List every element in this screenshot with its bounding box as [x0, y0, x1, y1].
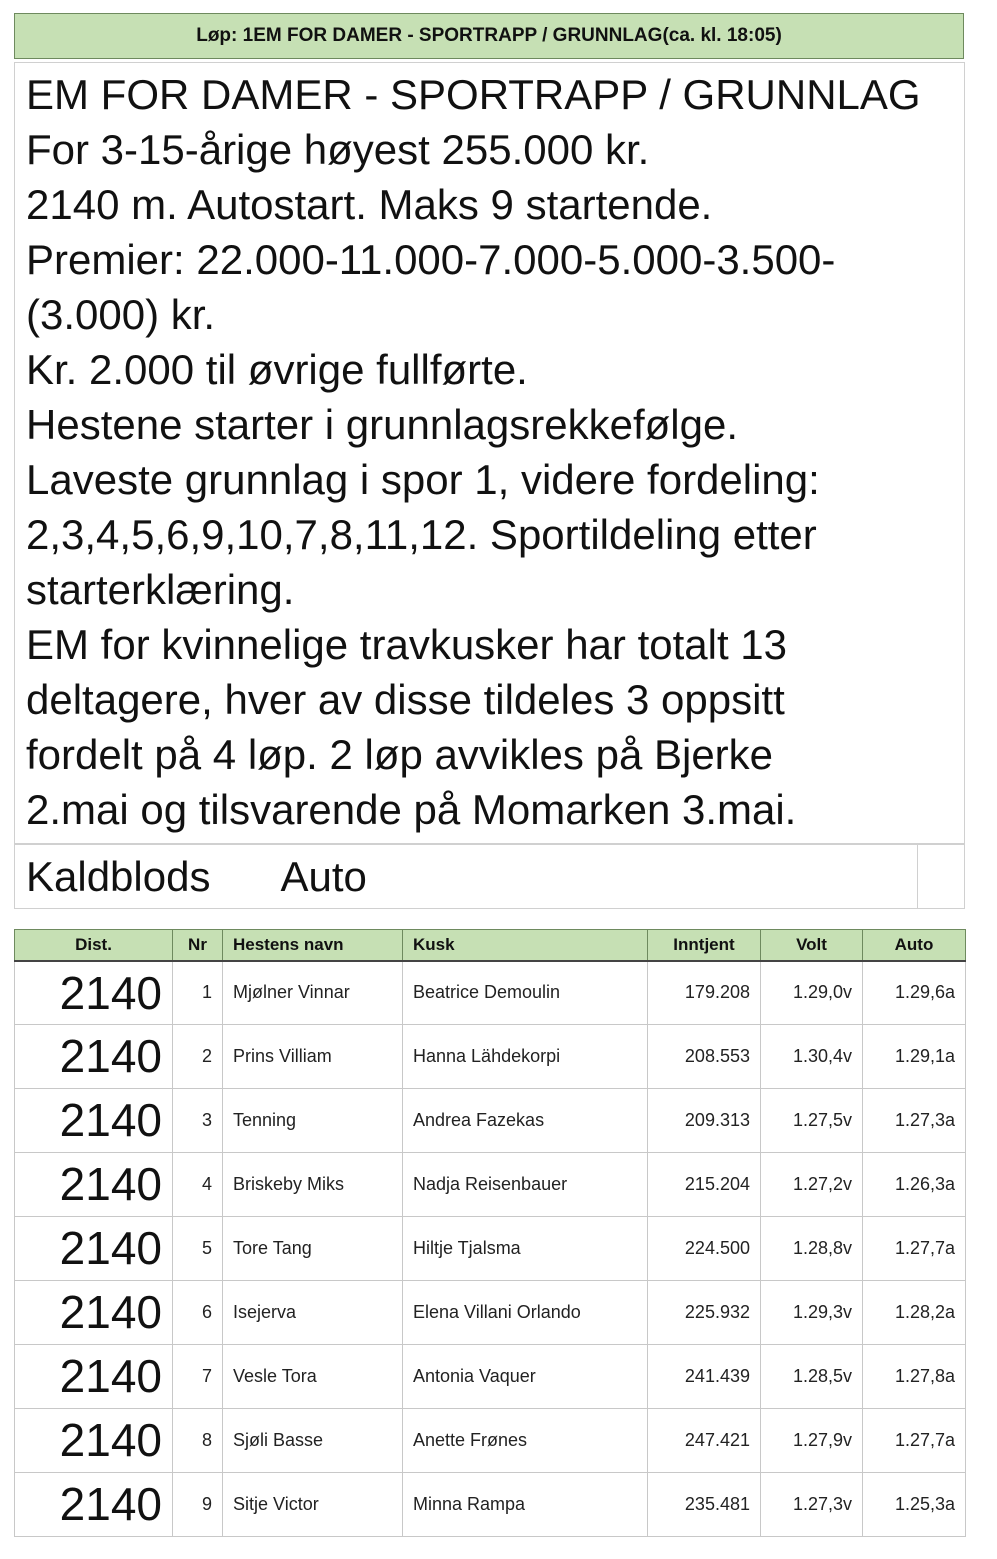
race-name: EM FOR DAMER - SPORTRAPP / GRUNNLAG: [253, 25, 663, 46]
cell-horse-name: Prins Villiam: [223, 1025, 403, 1089]
cell-driver: Elena Villani Orlando: [403, 1281, 648, 1345]
cell-volt: 1.29,3v: [761, 1281, 863, 1345]
cell-horse-name: Briskeby Miks: [223, 1153, 403, 1217]
cell-nr: 5: [173, 1217, 223, 1281]
cell-earned: 225.932: [648, 1281, 761, 1345]
table-row[interactable]: [15, 961, 966, 1025]
table-row[interactable]: [15, 1089, 966, 1153]
race-info-line: Premier: 22.000-11.000-7.000-5.000-3.500-: [26, 236, 836, 283]
race-info-line: deltagere, hver av disse tildeles 3 oppsitt: [26, 676, 785, 723]
cell-dist: 2140: [15, 1473, 173, 1537]
race-type-row: [14, 844, 965, 909]
cell-earned: 208.553: [648, 1025, 761, 1089]
race-info-line: fordelt på 4 løp. 2 løp avvikles på Bjerke: [26, 731, 774, 778]
cell-dist: 2140: [15, 1409, 173, 1473]
col-header-earned[interactable]: Inntjent: [648, 930, 761, 961]
cell-dist: 2140: [15, 1281, 173, 1345]
cell-volt: 1.28,5v: [761, 1345, 863, 1409]
cell-driver: Antonia Vaquer: [403, 1345, 648, 1409]
race-info-line: 2140 m. Autostart. Maks 9 startende.: [26, 181, 713, 228]
race-info-line: Laveste grunnlag i spor 1, videre fordeling:: [26, 456, 820, 503]
cell-earned: 235.481: [648, 1473, 761, 1537]
cell-auto: 1.25,3a: [863, 1473, 966, 1537]
table-row[interactable]: [15, 1025, 966, 1089]
cell-earned: 179.208: [648, 961, 761, 1025]
race-type-cell: [15, 845, 918, 908]
cell-nr: 9: [173, 1473, 223, 1537]
col-header-dist[interactable]: Dist.: [15, 930, 173, 961]
cell-driver: Hiltje Tjalsma: [403, 1217, 648, 1281]
cell-nr: 8: [173, 1409, 223, 1473]
cell-auto: 1.27,7a: [863, 1409, 966, 1473]
cell-nr: 2: [173, 1025, 223, 1089]
table-row[interactable]: [15, 1409, 966, 1473]
table-row[interactable]: [15, 1217, 966, 1281]
cell-auto: 1.27,3a: [863, 1089, 966, 1153]
cell-earned: 241.439: [648, 1345, 761, 1409]
race-info-line: EM for kvinnelige travkusker har totalt 13: [26, 621, 788, 668]
cell-dist: 2140: [15, 1345, 173, 1409]
race-info-line: Kr. 2.000 til øvrige fullførte.: [26, 346, 528, 393]
race-info-line: EM FOR DAMER - SPORTRAPP / GRUNNLAG: [26, 71, 921, 118]
table-header-row: [15, 930, 966, 961]
col-header-volt[interactable]: Volt: [761, 930, 863, 961]
cell-auto: 1.28,2a: [863, 1281, 966, 1345]
cell-horse-name: Sjøli Basse: [223, 1409, 403, 1473]
start-type-label: Auto: [280, 852, 367, 900]
breed-label: Kaldblods: [26, 852, 211, 900]
cell-auto: 1.26,3a: [863, 1153, 966, 1217]
cell-driver: Minna Rampa: [403, 1473, 648, 1537]
table-row[interactable]: [15, 1345, 966, 1409]
col-header-nr[interactable]: Nr: [173, 930, 223, 961]
race-time: (ca. kl. 18:05): [662, 25, 782, 46]
cell-auto: 1.27,8a: [863, 1345, 966, 1409]
race-info-line: For 3-15-årige høyest 255.000 kr.: [26, 126, 650, 173]
cell-dist: 2140: [15, 1153, 173, 1217]
cell-horse-name: Isejerva: [223, 1281, 403, 1345]
cell-horse-name: Tore Tang: [223, 1217, 403, 1281]
cell-auto: 1.29,1a: [863, 1025, 966, 1089]
cell-horse-name: Tenning: [223, 1089, 403, 1153]
cell-nr: 3: [173, 1089, 223, 1153]
cell-earned: 209.313: [648, 1089, 761, 1153]
cell-horse-name: Vesle Tora: [223, 1345, 403, 1409]
cell-auto: 1.27,7a: [863, 1217, 966, 1281]
cell-driver: Beatrice Demoulin: [403, 961, 648, 1025]
race-info-box: [14, 62, 965, 844]
cell-horse-name: Mjølner Vinnar: [223, 961, 403, 1025]
cell-dist: 2140: [15, 1217, 173, 1281]
table-row[interactable]: [15, 1473, 966, 1537]
cell-volt: 1.27,9v: [761, 1409, 863, 1473]
cell-dist: 2140: [15, 961, 173, 1025]
table-row[interactable]: [15, 1281, 966, 1345]
cell-auto: 1.29,6a: [863, 961, 966, 1025]
cell-earned: 224.500: [648, 1217, 761, 1281]
cell-nr: 6: [173, 1281, 223, 1345]
cell-volt: 1.27,2v: [761, 1153, 863, 1217]
cell-driver: Andrea Fazekas: [403, 1089, 648, 1153]
race-type-side-cell: [918, 845, 964, 908]
race-info-line: 2,3,4,5,6,9,10,7,8,11,12. Sportildeling etter: [26, 511, 817, 558]
cell-nr: 7: [173, 1345, 223, 1409]
cell-volt: 1.27,5v: [761, 1089, 863, 1153]
cell-earned: 247.421: [648, 1409, 761, 1473]
cell-driver: Nadja Reisenbauer: [403, 1153, 648, 1217]
race-info-line: Hestene starter i grunnlagsrekkefølge.: [26, 401, 739, 448]
race-info-line: starterklæring.: [26, 566, 295, 613]
race-number: Løp: 1: [196, 25, 254, 46]
cell-volt: 1.30,4v: [761, 1025, 863, 1089]
starters-table: [14, 929, 966, 1537]
col-header-horse-name[interactable]: Hestens navn: [223, 930, 403, 961]
cell-volt: 1.29,0v: [761, 961, 863, 1025]
cell-driver: Hanna Lähdekorpi: [403, 1025, 648, 1089]
race-header-bar: [14, 13, 964, 59]
cell-dist: 2140: [15, 1089, 173, 1153]
cell-nr: 4: [173, 1153, 223, 1217]
cell-driver: Anette Frønes: [403, 1409, 648, 1473]
col-header-driver[interactable]: Kusk: [403, 930, 648, 961]
cell-horse-name: Sitje Victor: [223, 1473, 403, 1537]
col-header-auto[interactable]: Auto: [863, 930, 966, 961]
race-info-line: 2.mai og tilsvarende på Momarken 3.mai.: [26, 786, 797, 833]
cell-volt: 1.28,8v: [761, 1217, 863, 1281]
cell-nr: 1: [173, 961, 223, 1025]
cell-earned: 215.204: [648, 1153, 761, 1217]
race-info-line: (3.000) kr.: [26, 291, 216, 338]
table-row[interactable]: [15, 1153, 966, 1217]
cell-dist: 2140: [15, 1025, 173, 1089]
cell-volt: 1.27,3v: [761, 1473, 863, 1537]
